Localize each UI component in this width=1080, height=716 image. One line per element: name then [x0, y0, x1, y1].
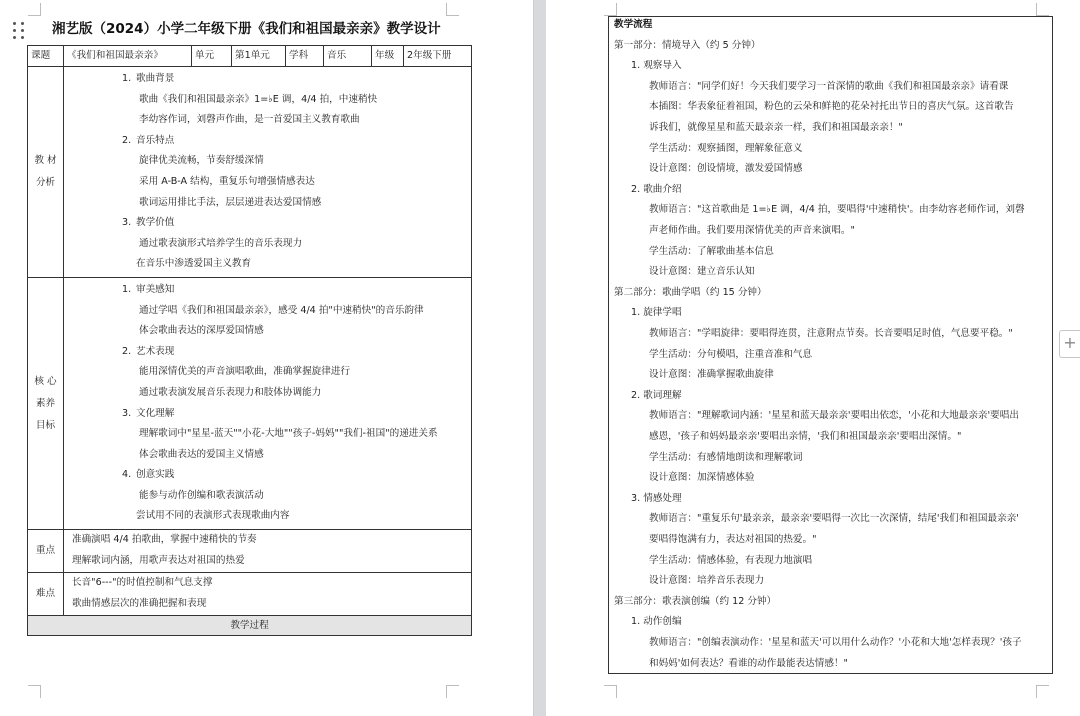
- goals-label-line: 核 心: [34, 375, 57, 387]
- key-points-label: 重点: [28, 530, 64, 573]
- step-heading: 3. 情感处理: [631, 492, 682, 504]
- grade-value: 2年级下册: [404, 46, 472, 67]
- list-number: 3.: [122, 217, 132, 229]
- analysis-line: 在音乐中渗透爱国主义教育: [136, 258, 252, 270]
- step-heading: 2. 歌曲介绍: [631, 183, 682, 195]
- document-title: 湘艺版（2024）小学二年级下册《我们和祖国最亲亲》教学设计: [52, 21, 441, 37]
- page-corner-mark: [604, 685, 617, 698]
- step-detail-line: 教师语言："重复乐句'最亲亲，最亲亲'要唱得一次比一次深情，结尾'我们和祖国最亲亲': [649, 513, 1019, 525]
- list-number: 2.: [122, 345, 132, 357]
- heading-text: 教学价值: [136, 217, 175, 229]
- analysis-label: [28, 67, 64, 278]
- analysis-line: 李幼容作词，刘磬声作曲，是一首爱国主义教育歌曲: [139, 114, 360, 126]
- list-number: 1.: [122, 283, 132, 295]
- difficulties-row: [28, 573, 472, 616]
- list-number: 1.: [122, 73, 132, 84]
- section-heading: 教学流程: [614, 19, 653, 30]
- heading-text: 审美感知: [136, 283, 175, 295]
- analysis-label-line: 教 材: [34, 154, 57, 166]
- unit-value: 第1单元: [232, 46, 286, 67]
- analysis-line: 通过歌表演形式培养学生的音乐表现力: [139, 237, 303, 249]
- step-detail-line: 感恩，'孩子和妈妈最亲亲'要唱出亲情，'我们和祖国最亲亲'要唱出深情。": [649, 431, 962, 442]
- step-heading: 1. 动作创编: [631, 616, 682, 628]
- goal-line: 尝试用不同的表演形式表现歌曲内容: [136, 510, 290, 522]
- step-detail-line: 设计意图：培养音乐表现力: [649, 575, 765, 587]
- step-detail-line: 本插图：华表象征着祖国，粉色的云朵和鲜艳的花朵衬托出节日的喜庆气氛。这首歌告: [649, 101, 1014, 113]
- list-number: 3.: [122, 407, 132, 419]
- step-detail-line: 教师语言："同学们好！今天我们要学习一首深情的歌曲《我们和祖国最亲亲》请看课: [649, 80, 1009, 92]
- step-detail-line: 声老师作曲。我们要用深情优美的声音来演唱。": [649, 225, 855, 236]
- step-detail-line: 学生活动：情感体验，有表现力地演唱: [649, 554, 813, 566]
- step-heading: 1. 观察导入: [631, 60, 682, 72]
- course-value: 《我们和祖国最亲亲》: [64, 46, 192, 67]
- analysis-line: [72, 131, 471, 152]
- process-footer-row: [28, 616, 472, 636]
- goal-line: 体会歌曲表达的深厚爱国情感: [139, 325, 264, 337]
- analysis-label-line: 分析: [35, 176, 56, 188]
- page-corner-mark: [28, 3, 41, 16]
- goal-line: 能用深情优美的声音演唱歌曲，准确掌握旋律进行: [139, 366, 351, 378]
- goals-label-line: 素养: [35, 397, 56, 409]
- step-heading: 2. 歌词理解: [631, 389, 682, 401]
- heading-text: 创意实践: [136, 469, 175, 481]
- teaching-process-box: [608, 16, 1053, 674]
- step-detail-line: 学生活动：有感情地朗读和理解歌词: [649, 451, 803, 463]
- difficulty-line: 长音"6---"的时值控制和气息支撑: [72, 577, 213, 589]
- grade-label: 年级: [372, 46, 404, 67]
- analysis-line: 歌曲《我们和祖国最亲亲》1=♭E 调，4/4 拍，中速稍快: [139, 93, 378, 105]
- step-detail-line: 学生活动：分句模唱，注重音准和气息: [649, 348, 813, 360]
- difficulties-content: [64, 573, 472, 616]
- key-points-content: [64, 530, 472, 573]
- goal-line: 通过歌表演发展音乐表现力和肢体协调能力: [139, 386, 322, 398]
- analysis-row: [28, 67, 472, 278]
- page-corner-mark: [446, 685, 459, 698]
- subject-value: 音乐: [324, 46, 372, 67]
- analysis-line: [72, 213, 471, 234]
- step-detail-line: 要唱得饱满有力，表达对祖国的热爱。": [649, 534, 817, 545]
- step-detail-line: 学生活动：了解歌曲基本信息: [649, 245, 774, 257]
- heading-text: 文化理解: [136, 407, 175, 419]
- heading-text: 歌曲背景: [136, 73, 175, 84]
- goals-label: [28, 277, 64, 529]
- step-detail-line: 教师语言："理解歌词内涵：'星星和蓝天最亲亲'要唱出依恋，'小花和大地最亲亲'要唱出: [649, 410, 1019, 422]
- page-corner-mark: [1036, 3, 1049, 16]
- goal-line: 体会歌曲表达的爱国主义情感: [139, 448, 264, 460]
- step-detail-line: 设计意图：建立音乐认知: [649, 266, 755, 278]
- step-detail-line: 教师语言："创编表演动作：'星星和蓝天'可以用什么动作？'小花和大地'怎样表现？'孩子: [649, 637, 1022, 648]
- goal-line: 通过学唱《我们和祖国最亲亲》，感受 4/4 拍"中速稍快"的音乐韵律: [139, 304, 424, 316]
- difficulty-line: 歌曲情感层次的准确把握和表现: [72, 598, 207, 610]
- step-detail-line: 设计意图：准确掌握歌曲旋律: [649, 369, 774, 381]
- step-detail-line: 教师语言："学唱旋律：要唱得连贯，注意附点节奏。长音要唱足时值，气息要平稳。": [649, 328, 1013, 339]
- goals-row: [28, 277, 472, 529]
- step-detail-line: 和妈妈'如何表达？看谁的动作最能表达情感！": [649, 657, 848, 669]
- goal-line: [72, 342, 471, 363]
- section-heading: 第二部分：歌曲学唱（约 15 分钟）: [614, 286, 767, 298]
- course-label: 课题: [28, 46, 64, 67]
- step-heading: 1. 旋律学唱: [631, 307, 682, 319]
- page-corner-mark: [604, 3, 617, 16]
- section-heading: 第三部分：歌表演创编（约 12 分钟）: [614, 595, 777, 607]
- list-number: 2.: [122, 134, 132, 146]
- process-footer: 教学过程: [28, 616, 472, 636]
- analysis-line: [72, 69, 471, 90]
- goal-line: [72, 404, 471, 425]
- step-detail-line: 教师语言："这首歌曲是 1=♭E 调，4/4 拍，要唱得'中速稍快'。由李幼容老师作词，刘磬: [649, 204, 1025, 216]
- difficulties-label: 难点: [28, 573, 64, 616]
- goal-line: 理解歌词中"星星-蓝天""小花-大地""孩子-妈妈""我们-祖国"的递进关系: [139, 428, 438, 440]
- page-corner-mark: [1036, 685, 1049, 698]
- analysis-content: [64, 67, 472, 278]
- page-corner-mark: [446, 3, 459, 16]
- goal-line: [72, 465, 471, 486]
- step-detail-line: 设计意图：加深情感体验: [649, 472, 755, 484]
- drag-handle-icon[interactable]: [13, 22, 25, 40]
- analysis-line: 采用 A-B-A 结构，重复乐句增强情感表达: [139, 175, 315, 187]
- goals-content: [64, 277, 472, 529]
- goal-line: 能参与动作创编和歌表演活动: [139, 489, 264, 501]
- step-detail-line: 学生活动：观察插图，理解象征意义: [649, 142, 803, 154]
- goals-label-line: 目标: [35, 419, 56, 431]
- analysis-line: 旋律优美流畅，节奏舒缓深情: [139, 155, 264, 167]
- step-detail-line: 诉我们，就像星星和蓝天最亲亲一样，我们和祖国最亲亲！": [649, 122, 903, 133]
- goal-line: [72, 280, 471, 301]
- page-gutter: [533, 0, 547, 716]
- heading-text: 音乐特点: [136, 134, 175, 146]
- left-page: [0, 0, 533, 716]
- page-corner-mark: [28, 685, 41, 698]
- table-header-row: [28, 46, 472, 67]
- list-number: 4.: [122, 469, 132, 481]
- analysis-line: 歌词运用排比手法，层层递进表达爱国情感: [139, 196, 322, 208]
- step-detail-line: 设计意图：创设情境，激发爱国情感: [649, 163, 803, 175]
- heading-text: 艺术表现: [136, 345, 175, 357]
- key-point-line: 理解歌词内涵，用歌声表达对祖国的热爱: [72, 555, 245, 567]
- right-page: [546, 0, 1080, 716]
- plus-icon[interactable]: +: [1059, 330, 1080, 358]
- unit-label: 单元: [192, 46, 232, 67]
- subject-label: 学科: [286, 46, 324, 67]
- lesson-plan-table: [27, 45, 472, 636]
- section-heading: 第一部分：情境导入（约 5 分钟）: [614, 39, 761, 51]
- key-point-line: 准确演唱 4/4 拍歌曲，掌握中速稍快的节奏: [72, 534, 257, 546]
- key-points-row: [28, 530, 472, 573]
